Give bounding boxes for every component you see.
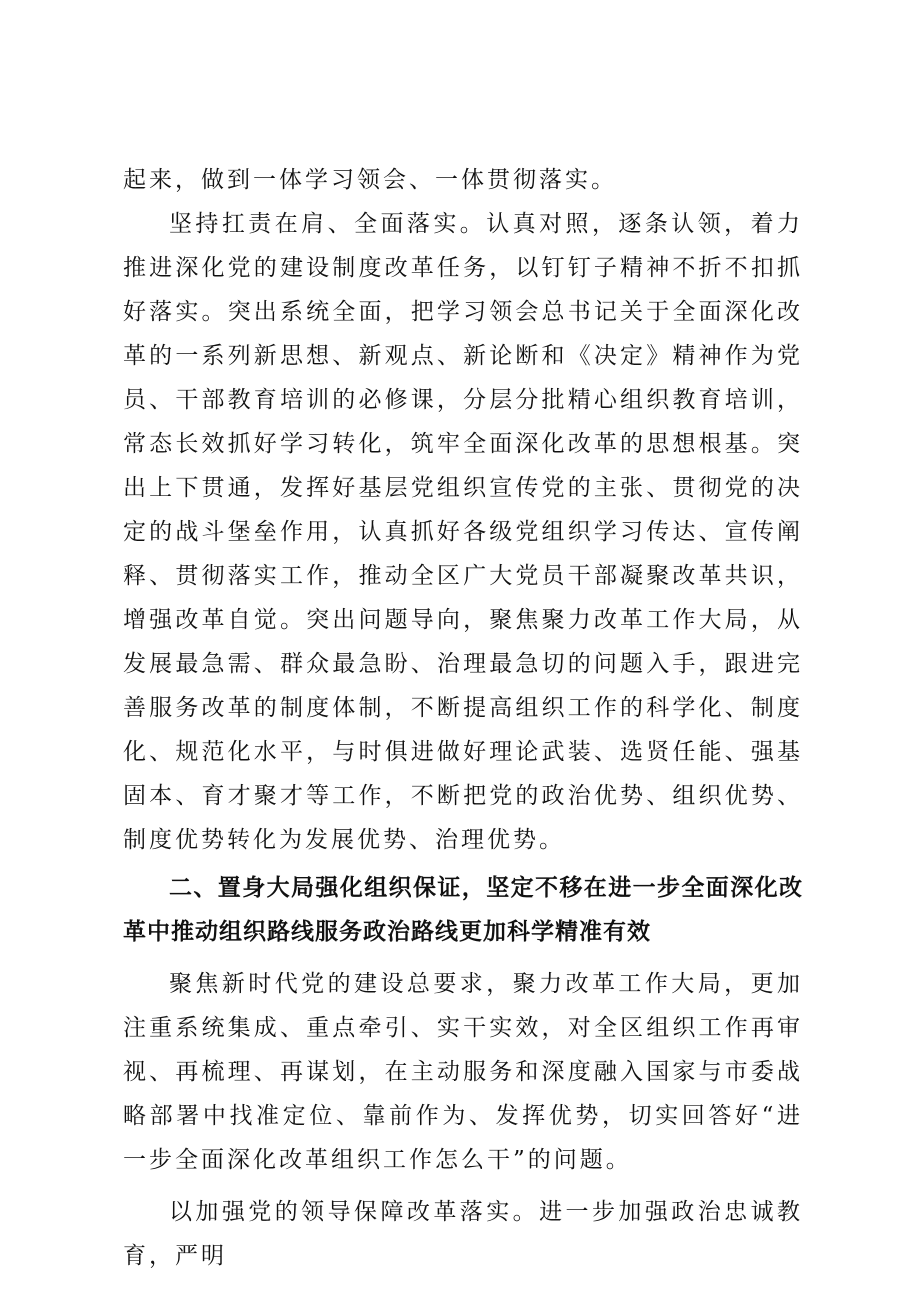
paragraph-focus: 聚焦新时代党的建设总要求，聚力改革工作大局，更加注重系统集成、重点牵引、实干实效，对全区组织工作再审视、再梳理、再谋划，在主动服务和深度融入国家与市委战略部署中找准定位、靠前作为、发挥优势，切实回答好“进一步全面深化改革组织工作怎么干”的问题。 — [123, 971, 803, 1173]
paragraph-leadership: 以加强党的领导保障改革落实。进一步加强政治忠诚教育，严明 — [123, 1199, 803, 1269]
section-heading-two: 二、置身大局强化组织保证，坚定不移在进一步全面深化改革中推动组织路线服务政治路线更加科学精准有效 — [123, 875, 803, 945]
paragraph-responsibility: 坚持扛责在肩、全面落实。认真对照，逐条认领，着力推进深化党的建设制度改革任务，以钉钉子精神不折不扣抓好落实。突出系统全面，把学习领会总书记关于全面深化改革的一系列新思想、新观点、新论断和《决定》精神作为党员、干部教育培训的必修课，分层分批精心组织教育培训，常态长效抓好学习转化，筑牢全面深化改革的思想根基。突出上下贯通，发挥好基层党组织宣传党的主张、贯彻党的决定的战斗堡垒作用，认真抓好各级党组织学习传达、宣传阐释、贯彻落实工作，推动全区广大党员干部凝聚改革共识，增强改革自觉。突出问题导向，聚焦聚力改革工作大局，从发展最急需、群众最急盼、治理最急切的问题入手，跟进完善服务改革的制度体制，不断提高组织工作的科学化、制度化、规范化水平，与时俱进做好理论武装、选贤任能、强基固本、育才聚才等工作，不断把党的政治优势、组织优势、制度优势转化为发展优势、治理优势。 — [123, 211, 803, 853]
paragraph-continuation: 起来，做到一体学习领会、一体贯彻落实。 — [123, 167, 617, 193]
document-body — [123, 158, 803, 1278]
